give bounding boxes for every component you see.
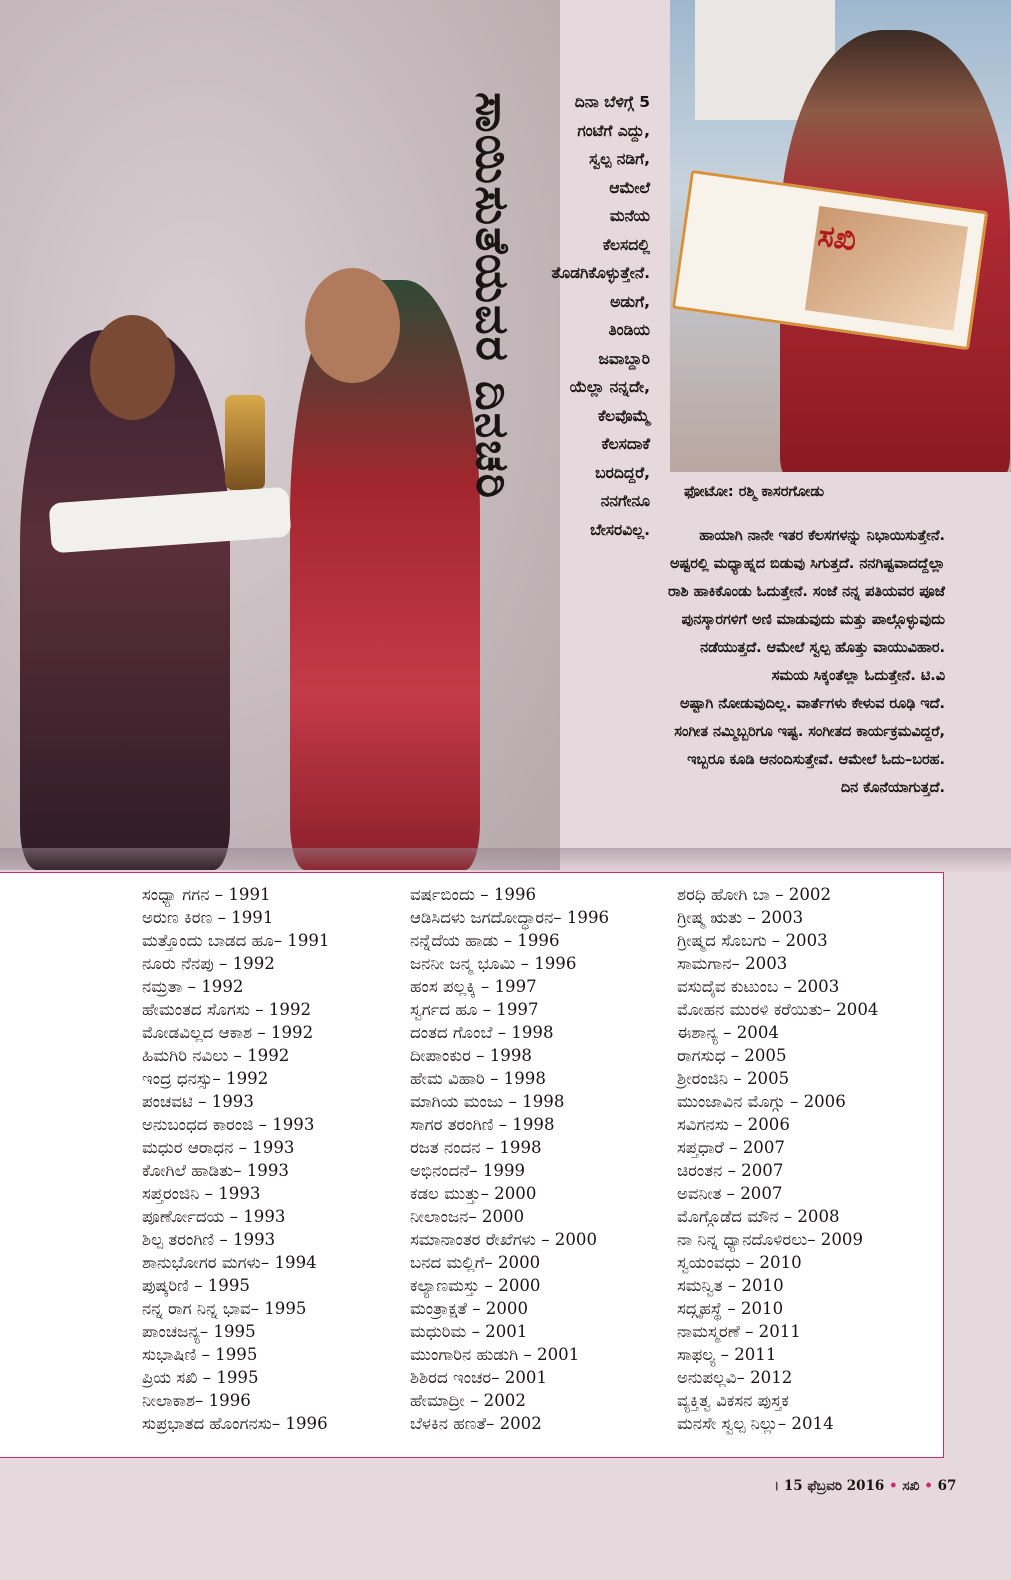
book-list-box: [0, 872, 944, 1458]
wide-paragraph: [480, 522, 945, 802]
text-line: ಇಬ್ಬರೂ ಕೂಡಿ ಆನಂದಿಸುತ್ತೇವೆ. ಆಮೇಲೆ ಓದು–ಬರಹ.: [687, 752, 945, 768]
book-column-1: [142, 883, 330, 1435]
book-item: ವಸುದೈವ ಕುಟುಂಬ – 2003: [677, 977, 840, 996]
magazine-name: ಸಖಿ: [902, 1478, 920, 1494]
text-line: ನಡೆಯುತ್ತದೆ. ಆಮೇಲೆ ಸ್ವಲ್ಪ ಹೊತ್ತು ವಾಯುವಿಹಾರ.: [700, 640, 945, 656]
book-item: ಮೊಗ್ಗೊಡೆದ ಮೌನ – 2008: [677, 1207, 840, 1226]
book-item: ಸವಿಗನಸು – 2006: [677, 1115, 790, 1134]
text-line: ಬೇಸರವಿಲ್ಲ.: [590, 520, 650, 539]
book-item: ಇಂದ್ರ ಧನಸ್ಸು– 1992: [142, 1069, 269, 1088]
book-item: ಹೇಮ ವಿಹಾರಿ – 1998: [410, 1069, 546, 1088]
book-item: ಮಂತ್ರಾಕ್ಷತೆ – 2000: [410, 1299, 529, 1318]
book-item: ದಂತದ ಗೊಂಬೆ – 1998: [410, 1023, 554, 1042]
book-item: ಹಿಮಗಿರಿ ನವಿಲು – 1992: [142, 1046, 290, 1065]
text-line: ಕೆಲವೊಮ್ಮೆ: [598, 406, 650, 425]
text-line: ಕೆಲಸದಲ್ಲಿ: [602, 235, 650, 254]
book-item: ಪಾಂಚಜನ್ಯ– 1995: [142, 1322, 256, 1341]
book-item: ಗ್ರೀಷ್ಮದ ಸೊಬಗು – 2003: [677, 931, 828, 950]
book-item: ಶಿಲ್ಪ ತರಂಗಿಣಿ – 1993: [142, 1230, 276, 1249]
book-item: ಮಾಗಿಯ ಮಂಜು – 1998: [410, 1092, 565, 1111]
book-item: ಗ್ರೀಷ್ಮ ಋತು – 2003: [677, 908, 804, 927]
book-item: ನನ್ನ ರಾಗ ನಿನ್ನ ಭಾವ– 1995: [142, 1299, 307, 1318]
text-line: ಯೆಲ್ಲಾ ನನ್ನದೇ,: [569, 378, 650, 396]
book-item: ಚಿರಂತನ – 2007: [677, 1161, 784, 1180]
book-item: ಈಶಾನ್ಯ – 2004: [677, 1023, 779, 1042]
text-line: ಗಂಟೆಗೆ ಎದ್ದು,: [577, 121, 650, 140]
text-line: ಅಡುಗೆ,: [610, 292, 650, 311]
book-item: ನೂರು ನೆನಪು – 1992: [142, 954, 275, 973]
text-line: ಜವಾಬ್ದಾರಿ: [598, 349, 650, 368]
book-item: ನಾ ನಿನ್ನ ಧ್ಯಾನದೊಳಿರಲು– 2009: [677, 1230, 864, 1249]
book-item: ಆಡಿಸಿದಳು ಜಗದೋದ್ಧಾರನ– 1996: [410, 908, 610, 927]
book-item: ನೀಲಾಂಜನ– 2000: [410, 1207, 525, 1226]
book-item: ಸಾಮಗಾನ– 2003: [677, 954, 788, 973]
book-item: ಮೋಡವಿಲ್ಲದ ಆಕಾಶ – 1992: [142, 1023, 314, 1042]
book-item: ಸಂಧ್ಯಾ ಗಗನ – 1991: [142, 885, 271, 904]
text-line: ದಿನಾ ಬೆಳಿಗ್ಗೆ 5: [574, 93, 650, 111]
book-item: ನಾಮಸ್ಮರಣೆ – 2011: [677, 1322, 801, 1341]
footer-dot: •: [889, 1478, 898, 1494]
text-line: ನನಗೇನೂ: [600, 492, 650, 510]
text-line: ಸ್ವಲ್ಪ ನಡಿಗೆ,: [589, 150, 650, 168]
book-item: ಶಾನುಭೋಗರ ಮಗಳು– 1994: [142, 1253, 317, 1272]
book-item: ನಮ್ರತಾ – 1992: [142, 977, 244, 996]
page-footer: [774, 1478, 956, 1494]
book-item: ಶ್ರೀರಂಜಿನಿ – 2005: [677, 1069, 790, 1088]
woman-right-head: [305, 268, 400, 383]
book-item: ಹಂಸ ಪಲ್ಲಕ್ಕಿ – 1997: [410, 977, 537, 996]
reading-photo: [670, 0, 1011, 472]
book-item: ಜನನೀ ಜನ್ಮ ಭೂಮಿ – 1996: [410, 954, 577, 973]
book-item: ಪ್ರಿಯ ಸಖಿ – 1995: [142, 1368, 259, 1387]
footer-separator: ।: [774, 1478, 780, 1494]
book-item: ಮಧುರ ಆರಾಧನ – 1993: [142, 1138, 295, 1157]
book-item: ಹೇಮಂತದ ಸೊಗಸು – 1992: [142, 1000, 312, 1019]
book-item: ಕಲ್ಯಾಣಮಸ್ತು – 2000: [410, 1276, 541, 1295]
book-item: ಅನುಪಲ್ಲವಿ– 2012: [677, 1368, 793, 1387]
book-item: ಅನುಬಂಧದ ಕಾರಂಜಿ – 1993: [142, 1115, 315, 1134]
book-column-2: [410, 883, 609, 1435]
book-item: ಪಂಚವಟಿ – 1993: [142, 1092, 254, 1111]
book-item: ಅಭಿನಂದನೆ– 1999: [410, 1161, 526, 1180]
book-item: ಮತ್ತೊಂದು ಬಾಡದ ಹೂ– 1991: [142, 931, 330, 950]
article-title: ಸಾಯಿಸುತೆಯವರ ದಿನಚರಿ: [466, 92, 520, 501]
book-item: ಸಮನ್ವಿತ – 2010: [677, 1276, 784, 1295]
book-item: ನನ್ನೆದೆಯ ಹಾಡು – 1996: [410, 931, 560, 950]
book-column-3: [677, 883, 878, 1435]
book-item: ಸಾಫಲ್ಯ – 2011: [677, 1345, 777, 1364]
book-item: ಅವನೀತ – 2007: [677, 1184, 783, 1203]
text-line: ಸಮಯ ಸಿಕ್ಕಂತೆಲ್ಲಾ ಓದುತ್ತೇನೆ. ಟಿ.ವಿ: [771, 668, 945, 684]
text-line: ರಾಶಿ ಹಾಕಿಕೊಂಡು ಓದುತ್ತೇನೆ. ಸಂಜೆ ನನ್ನ ಪತಿಯವರ ಪೂಜೆ: [667, 584, 945, 600]
book-item: ಸದ್ಗೃಹಸ್ಥೆ – 2010: [677, 1299, 784, 1318]
book-item: ಪೂರ್ಣೋದಯ – 1993: [142, 1207, 286, 1226]
magazine-title: ಸಖಿ: [815, 218, 859, 259]
book-item: ಸಪ್ತರಂಜಿನಿ – 1993: [142, 1184, 261, 1203]
book-item: ಬೆಳಕಿನ ಹಣತೆ– 2002: [410, 1414, 542, 1433]
issue-date: 15 ಫೆಬ್ರವರಿ 2016: [783, 1478, 885, 1494]
book-item: ಮೋಹನ ಮುರಳಿ ಕರೆಯಿತು– 2004: [677, 1000, 879, 1019]
book-item: ರಾಗಸುಧ – 2005: [677, 1046, 787, 1065]
book-item: ಹೇಮಾದ್ರೀ – 2002: [410, 1391, 526, 1410]
text-line: ಸಂಗೀತ ನಮ್ಮಿಬ್ಬರಿಗೂ ಇಷ್ಟ. ಸಂಗೀತದ ಕಾರ್ಯಕ್ರಮವಿದ್ದರೆ,: [674, 724, 945, 740]
book-item: ಸ್ವಯಂವಧು – 2010: [677, 1253, 802, 1272]
book-item: ಮನಸೇ ಸ್ವಲ್ಪ ನಿಲ್ಲು– 2014: [677, 1414, 834, 1433]
book-item: ಸುಭಾಷಿಣಿ – 1995: [142, 1345, 258, 1364]
book-item: ಶರಧಿ ಹೋಗಿ ಬಾ – 2002: [677, 885, 832, 904]
book-item: ಸ್ವರ್ಗದ ಹೂ – 1997: [410, 1000, 539, 1019]
book-item: ಕೋಗಿಲೆ ಹಾಡಿತು– 1993: [142, 1161, 289, 1180]
text-line: ಆಮೇಲೆ: [609, 178, 650, 197]
book-item: ನೀಲಾಕಾಶ– 1996: [142, 1391, 251, 1410]
book-item: ಕಡಲ ಮುತ್ತು– 2000: [410, 1184, 537, 1203]
text-line: ಹಾಯಾಗಿ ನಾನೇ ಇತರ ಕೆಲಸಗಳನ್ನು ನಿಭಾಯಿಸುತ್ತೇನೆ.: [699, 528, 945, 544]
text-line: ತಿಂಡಿಯ: [608, 321, 650, 339]
book-item: ವರ್ಷಬಿಂದು – 1996: [410, 885, 537, 904]
book-item: ಮುಂಜಾವಿನ ಮೊಗ್ಗು – 2006: [677, 1092, 846, 1111]
woman-right-figure: [290, 280, 480, 870]
book-item: ಸುಪ್ರಭಾತದ ಹೊಂಗನಸು– 1996: [142, 1414, 328, 1433]
text-line: ದಿನ ಕೊನೆಯಾಗುತ್ತದೆ.: [840, 780, 945, 796]
woman-left-head: [90, 315, 175, 420]
book-item: ಅರುಣ ಕಿರಣ – 1991: [142, 908, 274, 927]
page-number: 67: [937, 1478, 957, 1494]
trophy-image: [225, 395, 265, 490]
text-line: ಅಷ್ಟರಲ್ಲಿ ಮಧ್ಯಾಹ್ನದ ಬಿಡುವು ಸಿಗುತ್ತದೆ. ನನಗಿಷ್ಟವಾದದ್ದೆಲ್ಲಾ: [669, 556, 945, 572]
photo-caption: ಫೋಟೋ: ರಶ್ಮಿ ಕಾಸರಗೋಡು: [684, 484, 825, 500]
book-item: ಸಾಗರ ತರಂಗಿಣಿ – 1998: [410, 1115, 555, 1134]
book-item: ಮಧುರಿಮ – 2001: [410, 1322, 528, 1341]
footer-dot: •: [924, 1478, 933, 1494]
book-item: ಬನದ ಮಲ್ಲಿಗೆ– 2000: [410, 1253, 541, 1272]
book-item: ಸಮಾನಾಂತರ ರೇಖೆಗಳು – 2000: [410, 1230, 598, 1249]
narrow-paragraph: [520, 88, 650, 544]
book-item: ಪುಷ್ಕರಿಣಿ – 1995: [142, 1276, 250, 1295]
text-line: ತೊಡಗಿಕೊಳ್ಳುತ್ತೇನೆ.: [551, 264, 650, 282]
text-line: ಪುನಸ್ಕಾರಗಳಿಗೆ ಅಣಿ ಮಾಡುವುದು ಮತ್ತು ಪಾಲ್ಗೊಳ್ಳುವುದು: [681, 612, 945, 628]
book-item: ಮುಂಗಾರಿನ ಹುಡುಗಿ – 2001: [410, 1345, 580, 1364]
text-line: ಬರದಿದ್ದರೆ,: [595, 463, 650, 482]
book-item: ದೀಪಾಂಕುರ – 1998: [410, 1046, 532, 1065]
book-item: ವ್ಯಕ್ತಿತ್ವ ವಿಕಸನ ಪುಸ್ತಕ: [677, 1391, 789, 1410]
book-item: ಶಿಶಿರದ ಇಂಚರ– 2001: [410, 1368, 548, 1387]
text-line: ಮನೆಯ: [609, 207, 650, 225]
book-item: ರಜತ ನಂದನ – 1998: [410, 1138, 542, 1157]
divider-shadow: [0, 848, 1011, 874]
book-item: ಸಪ್ತಧಾರೆ – 2007: [677, 1138, 785, 1157]
text-line: ಕೆಲಸದಾಕೆ: [601, 435, 650, 453]
text-line: ಅಷ್ಟಾಗಿ ನೋಡುವುದಿಲ್ಲ. ವಾರ್ತೆಗಳು ಕೇಳುವ ರೂಢಿ ಇದೆ.: [679, 696, 945, 712]
